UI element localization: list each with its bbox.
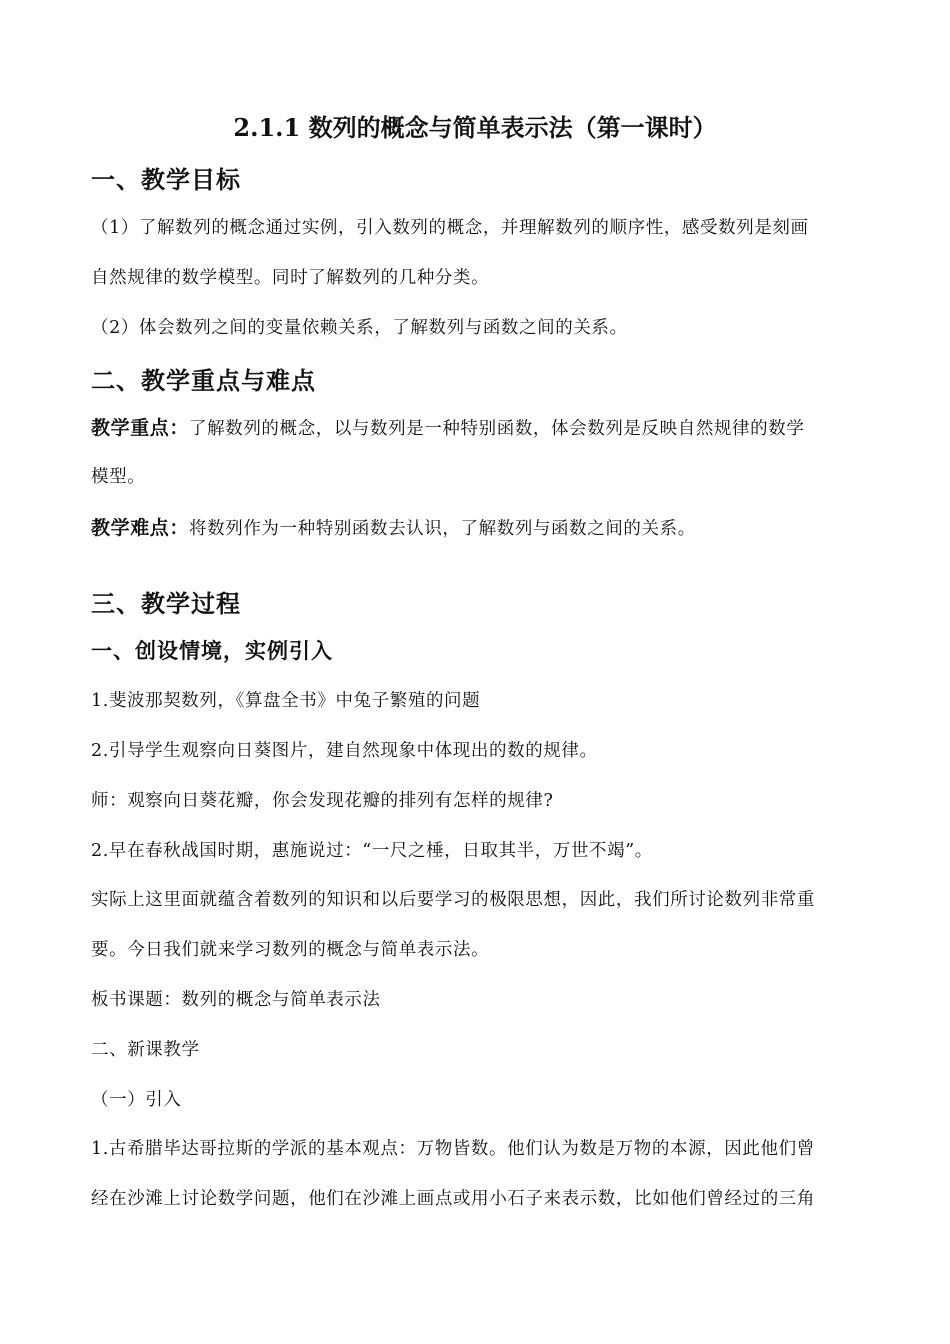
subsection-heading-intro: 一、创设情境，实例引入 bbox=[91, 638, 333, 663]
key-point-line-1 bbox=[91, 413, 859, 440]
pythagoras-line-1: 1.古希腊毕达哥拉斯的学派的基本观点：万物皆数。他们认为数是万物的本源，因此他们曾 bbox=[91, 1139, 815, 1159]
difficulty-text: 将数列作为一种特别函数去认识，了解数列与函数之间的关系。 bbox=[189, 519, 696, 539]
subsection-intro: （一）引入 bbox=[91, 1090, 182, 1110]
goal-1-line-2: 自然规律的数学模型。同时了解数列的几种分类。 bbox=[91, 268, 490, 288]
section-heading-key-points: 二、教学重点与难点 bbox=[91, 366, 316, 395]
subsection-heading-new-lesson: 二、新课教学 bbox=[91, 1040, 200, 1060]
board-topic: 板书课题：数列的概念与简单表示法 bbox=[91, 990, 381, 1010]
difficulty-label: 教学难点： bbox=[91, 517, 190, 539]
teacher-question: 师：观察向日葵花瓣，你会发现花瓣的排列有怎样的规律? bbox=[91, 791, 554, 811]
pythagoras-line-2: 经在沙滩上讨论数学问题，他们在沙滩上画点或用小石子来表示数，比如他们曾经过的三角 bbox=[91, 1189, 815, 1209]
goal-1-line-1: （1）了解数列的概念通过实例，引入数列的概念，并理解数列的顺序性，感受数列是刻画 bbox=[91, 218, 809, 238]
key-point-label: 教学重点： bbox=[91, 417, 190, 439]
key-point-text: 了解数列的概念，以与数列是一种特别函数，体会数列是反映自然规律的数学 bbox=[189, 419, 805, 439]
paragraph-line-2: 要。今日我们就来学习数列的概念与简单表示法。 bbox=[91, 940, 490, 960]
goal-2: （2）体会数列之间的变量依赖关系，了解数列与函数之间的关系。 bbox=[91, 318, 628, 338]
paragraph-line-1: 实际上这里面就蕴含着数列的知识和以后要学习的极限思想，因此，我们所讨论数列非常重 bbox=[91, 890, 815, 910]
section-heading-objectives: 一、教学目标 bbox=[91, 165, 241, 194]
difficulty-line bbox=[91, 513, 859, 540]
section-heading-process: 三、教学过程 bbox=[91, 589, 241, 618]
list-item-fibonacci: 1.斐波那契数列，《算盘全书》中兔子繁殖的问题 bbox=[91, 691, 481, 711]
list-item-sunflower: 2.引导学生观察向日葵图片，建自然现象中体现出的数的规律。 bbox=[91, 741, 598, 761]
document-title: 2.1.1 数列的概念与简单表示法（第一课时） bbox=[233, 113, 717, 142]
list-item-huishi: 2.早在春秋战国时期，惠施说过：“一尺之棰，日取其半，万世不竭”。 bbox=[91, 841, 653, 861]
key-point-line-2: 模型。 bbox=[91, 467, 146, 487]
